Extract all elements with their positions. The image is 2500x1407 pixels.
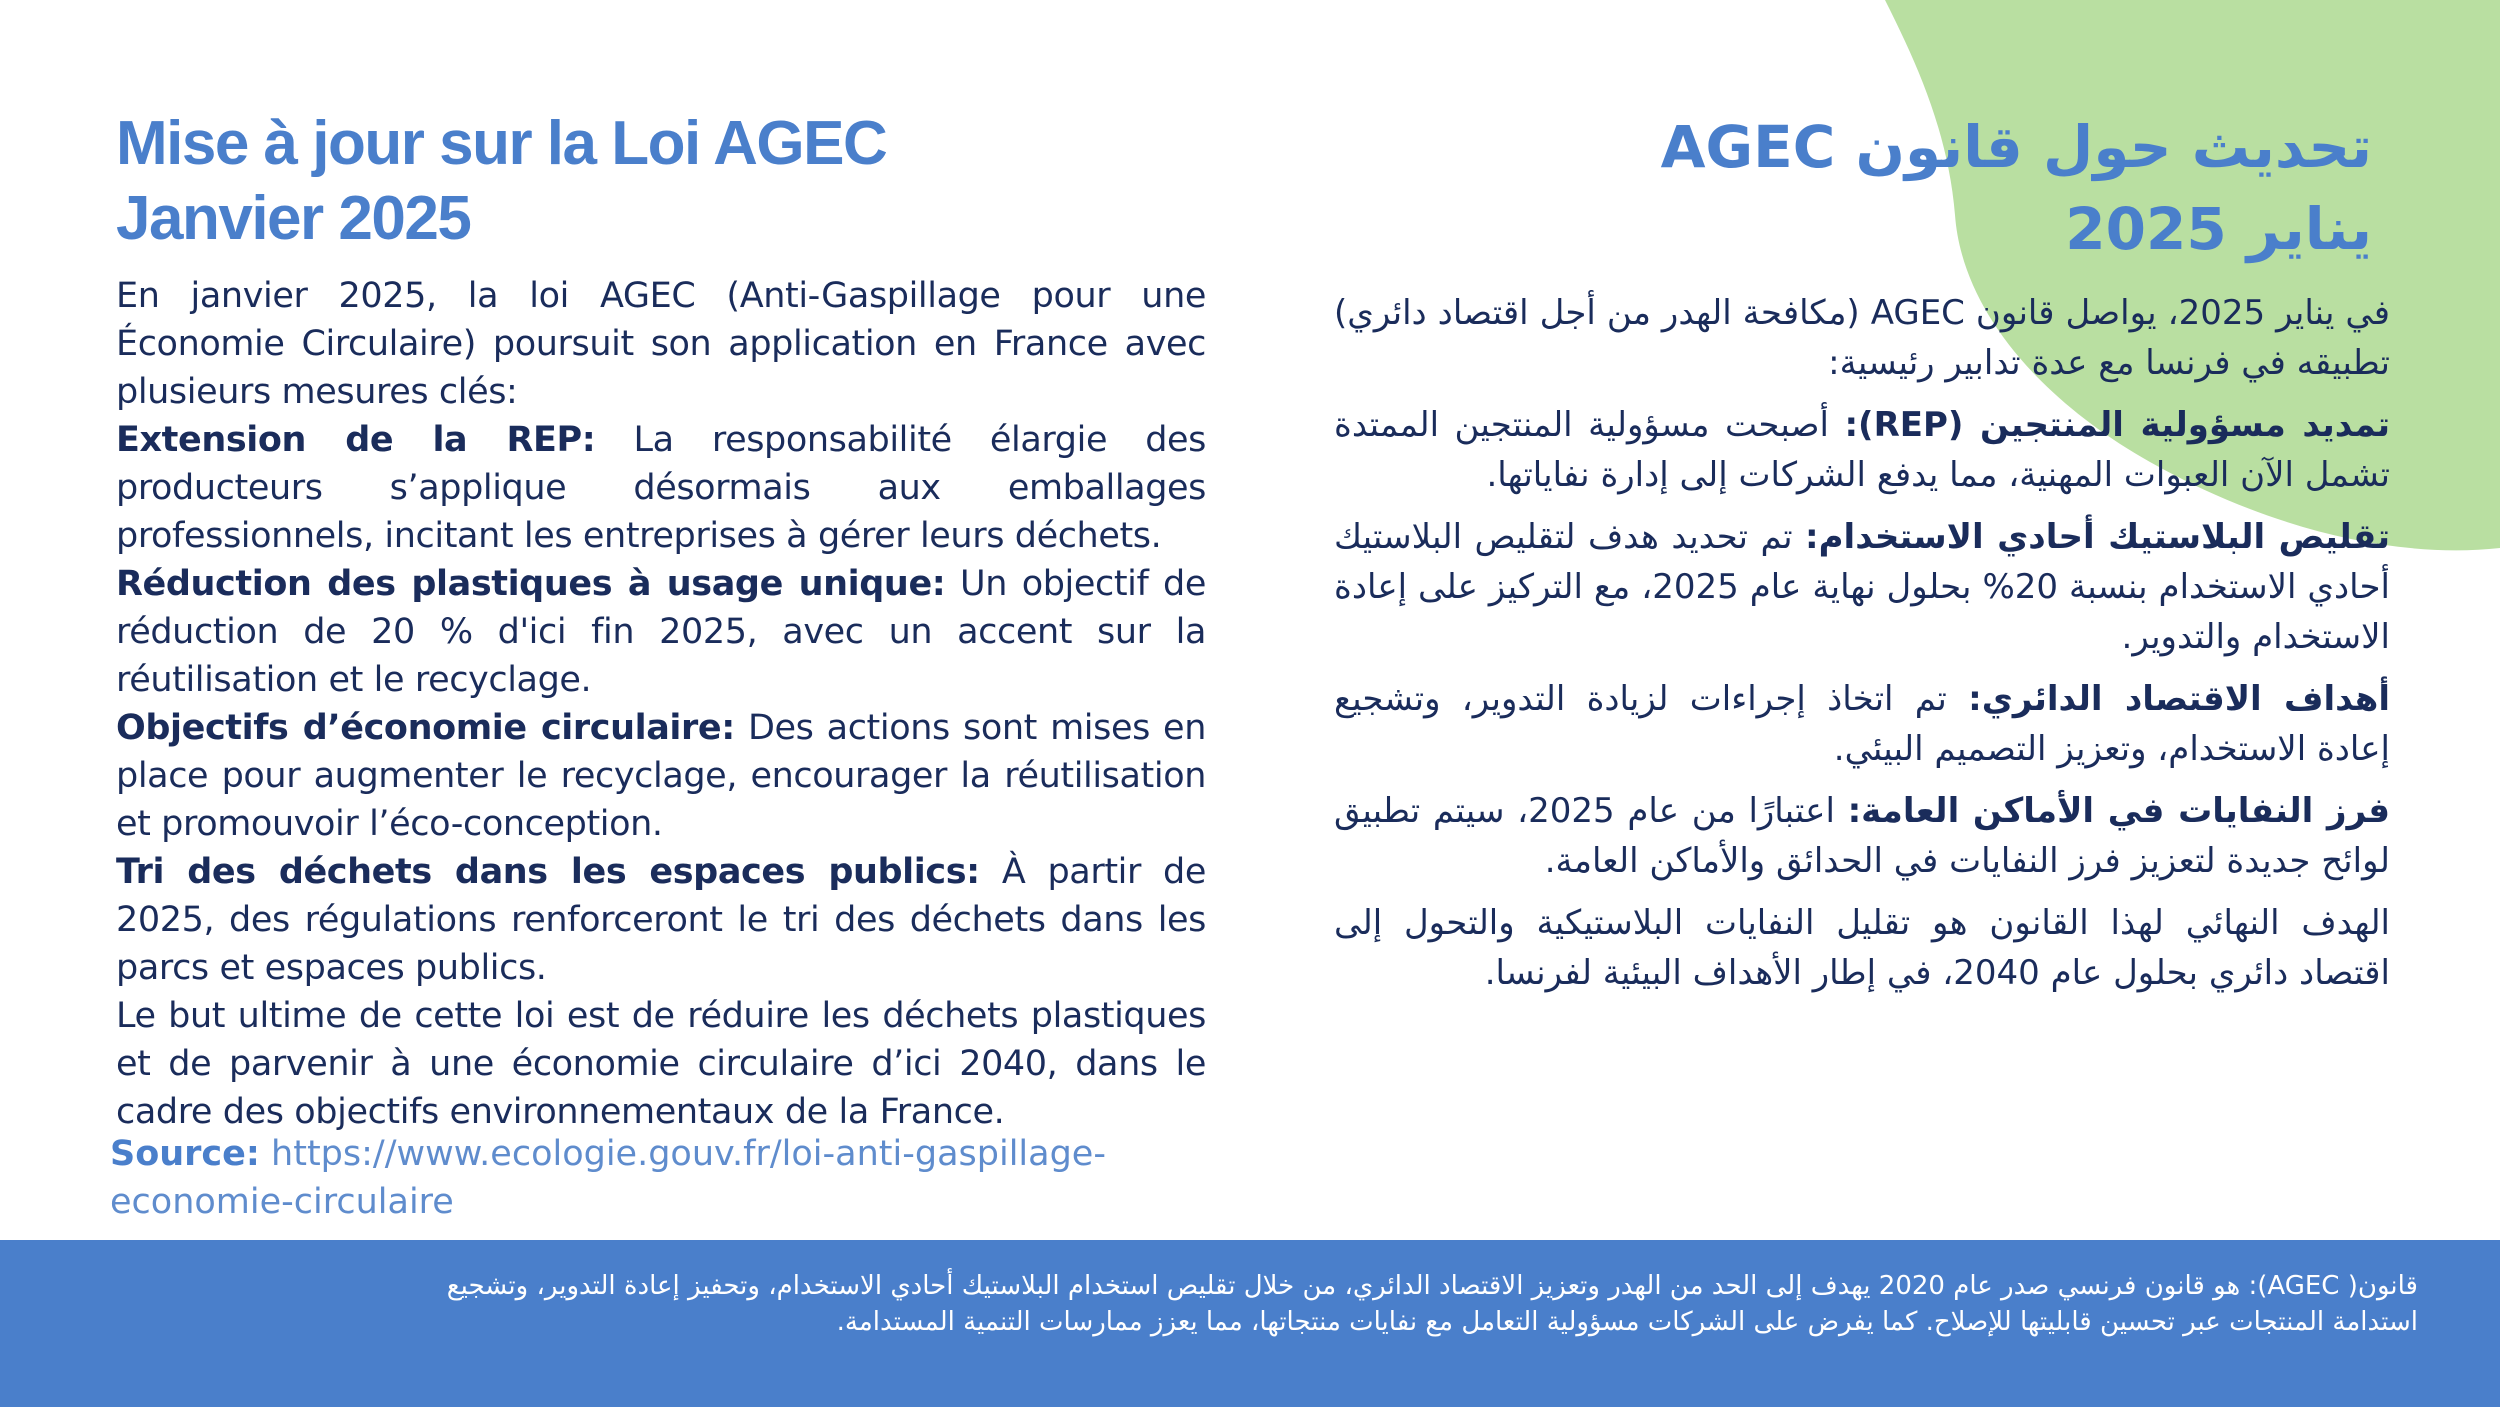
french-item-text: La responsabilité élargie des producteurs s’applique désormais aux emballages professionnels, incitant les entreprises à gérer leurs déchets. [116, 420, 1207, 556]
french-title [116, 106, 1206, 256]
arabic-item [1334, 786, 2390, 886]
french-title-line1: Mise à jour sur la Loi AGEC [116, 109, 887, 178]
french-item [116, 560, 1206, 704]
footer-line1: قانون( AGEC): هو قانون فرنسي صدر عام 2020 يهدف إلى الحد من الهدر وتعزيز الاقتصاد الدائري، من خلال تقليص استخدام البلاستيك أحادي الاستخدام، وتحفيز إعادة التدوير، وتشجيع [446, 1271, 2418, 1301]
arabic-item-label: تقليص البلاستيك أحادي الاستخدام: [1805, 517, 2391, 557]
french-item-text: Un objectif de réduction de 20 % d'ici fin 2025, avec un accent sur la réutilisation et le recyclage. [116, 564, 1207, 700]
arabic-item [1334, 400, 2390, 500]
french-conclusion: Le but ultime de cette loi est de réduire les déchets plastiques et de parvenir à une économie circulaire d’ici 2040, dans le cadre des objectifs environnementaux de la France. [116, 996, 1206, 1132]
french-item-label: Objectifs d’économie circulaire: [116, 708, 735, 748]
arabic-intro: في يناير 2025، يواصل قانون AGEC (مكافحة الهدر من أجل اقتصاد دائري) تطبيقه في فرنسا مع عدة تدابير رئيسية: [1334, 293, 2390, 383]
arabic-column [1334, 106, 2390, 1010]
french-item-text: À partir de 2025, des régulations renforceront le tri des déchets dans les parcs et espaces publics. [116, 852, 1206, 988]
french-intro: En janvier 2025, la loi AGEC (Anti-Gaspillage pour une Économie Circulaire) poursuit son application en France avec plusieurs mesures clés: [116, 276, 1206, 412]
arabic-item [1334, 512, 2390, 662]
footer-banner [0, 1240, 2500, 1407]
arabic-body [1334, 288, 2390, 998]
arabic-conclusion: الهدف النهائي لهذا القانون هو تقليل النفايات البلاستيكية والتحول إلى اقتصاد دائري بحلول عام 2040، في إطار الأهداف البيئية لفرنسا. [1334, 903, 2390, 993]
arabic-title-line1: تحديث حول قانون AGEC [1660, 113, 2372, 181]
source-label: Source: [110, 1134, 260, 1174]
arabic-item-text: اعتبارًا من عام 2025، سيتم تطبيق لوائح جديدة لتعزيز فرز النفايات في الحدائق والأماكن العامة. [1334, 791, 2390, 881]
french-item [116, 704, 1206, 848]
arabic-title [1334, 106, 2390, 270]
french-item-text: Des actions sont mises en place pour augmenter le recyclage, encourager la réutilisation et promouvoir l’éco-conception. [116, 708, 1206, 844]
footer-line2: استدامة المنتجات عبر تحسين قابليتها للإصلاح. كما يفرض على الشركات مسؤولية التعامل مع نفايات منتجاتها، مما يعزز ممارسات التنمية المستدامة. [836, 1307, 2418, 1337]
source-citation [110, 1130, 1210, 1226]
french-title-line2: Janvier 2025 [116, 184, 471, 253]
arabic-item-text: تم تحديد هدف لتقليص البلاستيك أحادي الاستخدام بنسبة 20% بحلول نهاية عام 2025، مع التركيز على إعادة الاستخدام والتدوير. [1334, 517, 2390, 657]
arabic-item-label: أهداف الاقتصاد الدائري: [1968, 679, 2391, 719]
french-column [116, 106, 1206, 1136]
french-body [116, 272, 1206, 1136]
arabic-title-line2: يناير 2025 [2065, 195, 2372, 263]
arabic-item [1334, 674, 2390, 774]
french-item-label: Extension de la REP: [116, 420, 596, 460]
french-item [116, 848, 1206, 992]
arabic-item-label: فرز النفايات في الأماكن العامة: [1847, 791, 2391, 831]
french-item-label: Tri des déchets dans les espaces publics: [116, 852, 980, 892]
footer-definition [88, 1268, 2418, 1340]
arabic-item-text: تم اتخاذ إجراءات لزيادة التدوير، وتشجيع إعادة الاستخدام، وتعزيز التصميم البيئي. [1334, 679, 2390, 769]
french-item-label: Réduction des plastiques à usage unique: [116, 564, 946, 604]
french-item [116, 416, 1206, 560]
arabic-item-text: أصبحت مسؤولية المنتجين الممتدة تشمل الآن العبوات المهنية، مما يدفع الشركات إلى إدارة نفاياتها. [1334, 405, 2390, 495]
source-link-continued[interactable]: economie-circulaire [110, 1182, 454, 1222]
source-link[interactable]: https://www.ecologie.gouv.fr/loi-anti-gaspillage- [259, 1134, 1106, 1174]
arabic-item-label: تمديد مسؤولية المنتجين (REP): [1844, 405, 2390, 445]
